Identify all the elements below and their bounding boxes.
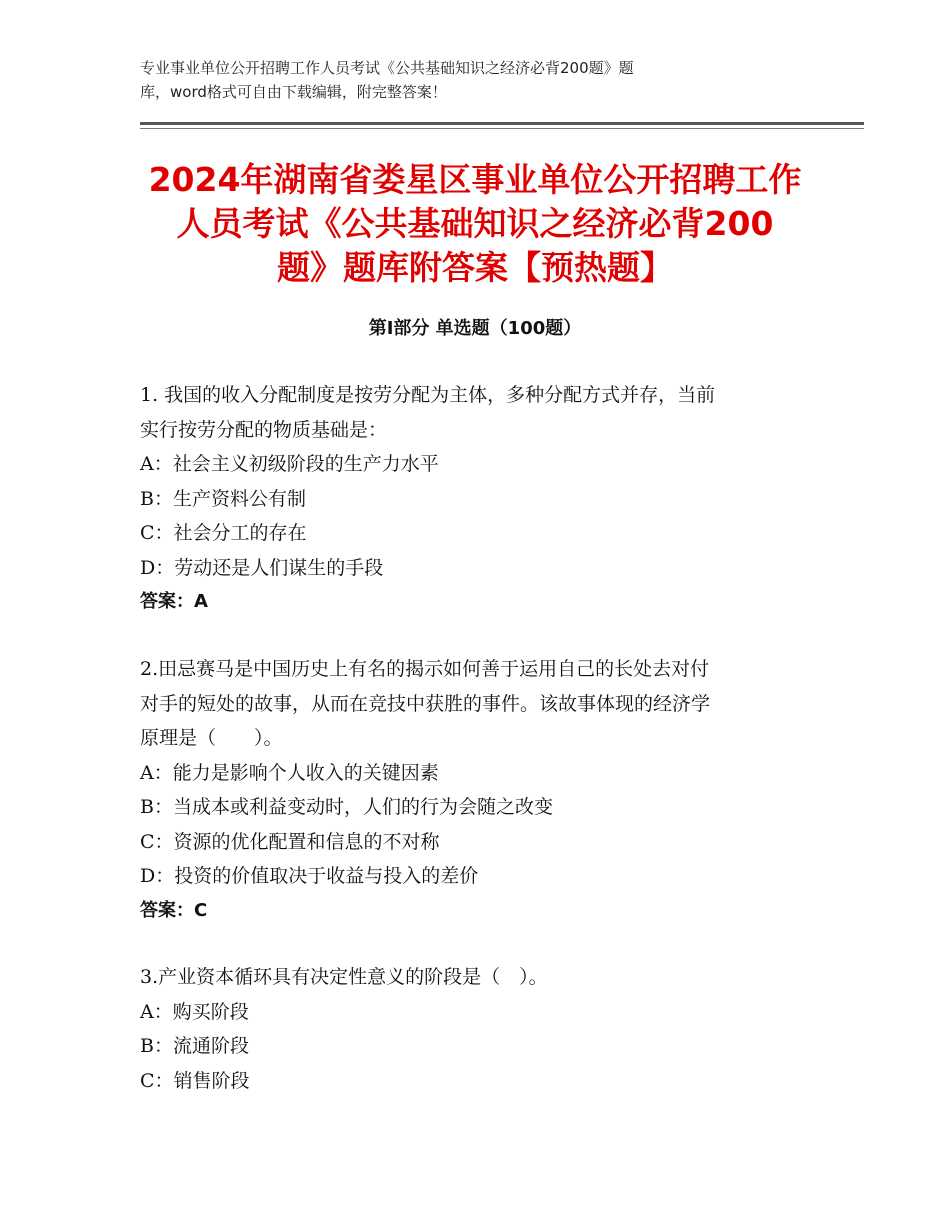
- question-3: [140, 960, 820, 1098]
- header-divider-thick: [140, 122, 864, 125]
- header-note-line: 专业事业单位公开招聘工作人员考试《公共基础知识之经济必背200题》题: [140, 59, 634, 77]
- section-heading: 第Ⅰ部分 单选题（100题）: [368, 318, 582, 339]
- option-a: A：能力是影响个人收入的关键因素: [140, 761, 439, 784]
- document-title: [120, 158, 830, 290]
- title-line: 题》题库附答案【预热题】: [277, 248, 673, 287]
- question-1: [140, 378, 820, 620]
- question-stem-line: 实行按劳分配的物质基础是：: [140, 418, 388, 441]
- option-d: D：投资的价值取决于收益与投入的差价: [140, 865, 479, 887]
- header-note-line: 库，word格式可自由下载编辑，附完整答案！: [140, 83, 447, 101]
- title-line: 2024年湖南省娄星区事业单位公开招聘工作: [148, 160, 802, 199]
- option-c: C：社会分工的存在: [140, 522, 307, 544]
- question-stem-line: 对手的短处的故事，从而在竞技中获胜的事件。该故事体现的经济学: [140, 692, 711, 715]
- option-c: C：销售阶段: [140, 1069, 250, 1092]
- option-c: C：资源的优化配置和信息的不对称: [140, 830, 440, 853]
- option-d: D：劳动还是人们谋生的手段: [140, 556, 384, 579]
- question-stem-line: 原理是（ ）。: [140, 727, 283, 749]
- title-line: 人员考试《公共基础知识之经济必背200: [176, 204, 774, 243]
- question-stem-line: 3.产业资本循环具有决定性意义的阶段是（ ）。: [140, 966, 548, 988]
- option-a: A：购买阶段: [140, 1000, 249, 1023]
- question-2: [140, 652, 820, 928]
- question-stem-line: 2.田忌赛马是中国历史上有名的揭示如何善于运用自己的长处去对付: [140, 658, 710, 680]
- option-b: B：当成本或利益变动时，人们的行为会随之改变: [140, 796, 553, 818]
- option-b: B：生产资料公有制: [140, 487, 306, 510]
- header-divider-thin: [140, 128, 864, 129]
- answer: 答案：A: [140, 591, 208, 612]
- option-b: B：流通阶段: [140, 1035, 249, 1057]
- question-stem-line: 1. 我国的收入分配制度是按劳分配为主体，多种分配方式并存，当前: [140, 384, 716, 406]
- answer: 答案：C: [140, 899, 208, 921]
- option-a: A：社会主义初级阶段的生产力水平: [140, 453, 439, 475]
- header-note: [140, 56, 790, 104]
